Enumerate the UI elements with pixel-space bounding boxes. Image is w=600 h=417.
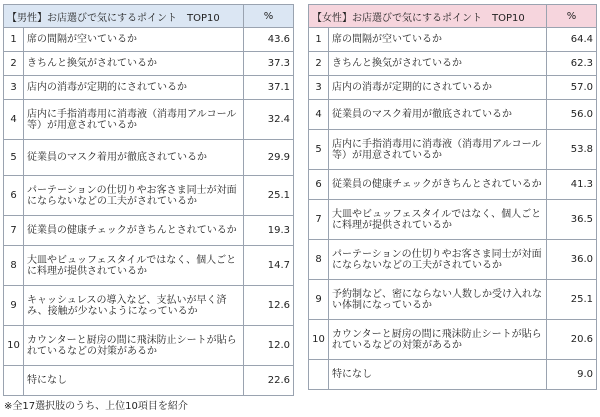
table-row [4,176,294,216]
percent-value: 64.4 [547,28,597,52]
item-text: 席の間隔が空いているか [24,28,244,52]
rank-number: 10 [4,326,24,366]
percent-value: 20.6 [547,320,597,360]
footnote: ※全17選択肢のうち、上位10項目を紹介 [4,401,188,412]
item-text: 従業員の健康チェックがきちんとされているか [329,170,547,200]
item-text: 店内に手指消毒用に消毒液（消毒用アルコール等）が用意されているか [329,130,547,170]
male-table-title: 【男性】お店選びで気にするポイント TOP10 [4,5,244,28]
table-row [309,280,597,320]
item-text: 従業員の健康チェックがきちんとされているか [24,216,244,246]
item-text: 特になし [24,366,244,396]
percent-value: 36.0 [547,240,597,280]
table-row [4,52,294,76]
item-text: きちんと換気がされているか [24,52,244,76]
item-text: 大皿やビュッフェスタイルではなく、個人ごとに料理が提供されているか [329,200,547,240]
table-row [4,28,294,52]
percent-value: 41.3 [547,170,597,200]
table-row [4,286,294,326]
rank-number: 4 [309,100,329,130]
item-text: 予約制など、密にならない人数しか受け入れない体制になっているか [329,280,547,320]
rank-number: 3 [4,76,24,100]
table-row [309,28,597,52]
female-ranking-table [308,4,597,390]
rank-number: 9 [309,280,329,320]
item-text: 店内の消毒が定期的にされているか [329,76,547,100]
percent-value: 37.1 [244,76,294,100]
percent-value: 12.0 [244,326,294,366]
table-row [4,76,294,100]
rank-number: 9 [4,286,24,326]
percent-header: % [244,5,294,28]
item-text: カウンターと厨房の間に飛沫防止シートが貼られているなどの対策があるか [329,320,547,360]
table-header-row [4,5,294,28]
item-text: 従業員のマスク着用が徹底されているか [24,140,244,176]
percent-value: 29.9 [244,140,294,176]
percent-value: 12.6 [244,286,294,326]
percent-value: 43.6 [244,28,294,52]
percent-value: 25.1 [244,176,294,216]
percent-value: 14.7 [244,246,294,286]
table-row [309,200,597,240]
percent-value: 32.4 [244,100,294,140]
percent-value: 19.3 [244,216,294,246]
rank-number: 4 [4,100,24,140]
male-ranking-table [3,4,294,396]
item-text: きちんと換気がされているか [329,52,547,76]
female-table-title: 【女性】お店選びで気にするポイント TOP10 [309,5,547,28]
percent-value: 36.5 [547,200,597,240]
table-header-row [309,5,597,28]
rank-number: 5 [4,140,24,176]
rank-number: 6 [309,170,329,200]
rank-number: 2 [309,52,329,76]
rank-number: 8 [4,246,24,286]
table-row [4,140,294,176]
rank-number: 3 [309,76,329,100]
item-text: 席の間隔が空いているか [329,28,547,52]
rank-number: 6 [4,176,24,216]
rank-number [309,360,329,390]
table-row [4,216,294,246]
rank-number: 7 [4,216,24,246]
percent-value: 37.3 [244,52,294,76]
table-row [309,52,597,76]
percent-value: 9.0 [547,360,597,390]
item-text: 大皿やビュッフェスタイルではなく、個人ごとに料理が提供されているか [24,246,244,286]
table-row [309,170,597,200]
table-row [309,76,597,100]
item-text: 店内の消毒が定期的にされているか [24,76,244,100]
item-text: パーテーションの仕切りやお客さま同士が対面にならないなどの工夫がされているか [24,176,244,216]
item-text: カウンターと厨房の間に飛沫防止シートが貼られているなどの対策があるか [24,326,244,366]
rank-number: 10 [309,320,329,360]
table-row [4,366,294,396]
item-text: パーテーションの仕切りやお客さま同士が対面にならないなどの工夫がされているか [329,240,547,280]
rank-number: 1 [4,28,24,52]
table-row [4,326,294,366]
item-text: 従業員のマスク着用が徹底されているか [329,100,547,130]
rank-number: 8 [309,240,329,280]
rank-number: 1 [309,28,329,52]
percent-value: 57.0 [547,76,597,100]
percent-value: 53.8 [547,130,597,170]
item-text: 特になし [329,360,547,390]
percent-value: 25.1 [547,280,597,320]
item-text: キャッシュレスの導入など、支払いが早く済み、接触が少ないようになっているか [24,286,244,326]
percent-value: 62.3 [547,52,597,76]
table-row [309,130,597,170]
table-row [309,320,597,360]
percent-header: % [547,5,597,28]
table-row [309,360,597,390]
table-row [309,100,597,130]
rank-number: 5 [309,130,329,170]
rank-number [4,366,24,396]
rank-number: 2 [4,52,24,76]
table-row [4,100,294,140]
rank-number: 7 [309,200,329,240]
table-row [4,246,294,286]
percent-value: 56.0 [547,100,597,130]
item-text: 店内に手指消毒用に消毒液（消毒用アルコール等）が用意されているか [24,100,244,140]
table-row [309,240,597,280]
percent-value: 22.6 [244,366,294,396]
